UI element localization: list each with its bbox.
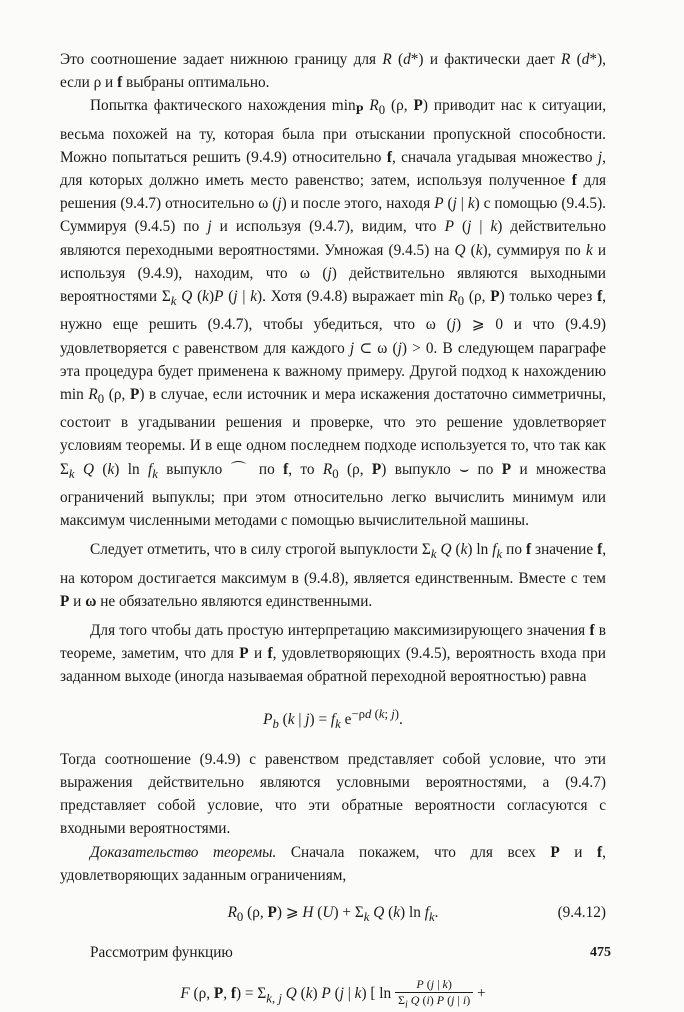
- equation-inverse-probability: $P_b$ (k | $j) = f_k$ $e^{-\rho d (k; j)}$.: [263, 706, 403, 731]
- paragraph-4: Для того чтобы дать простую интерпретацию максимизирующего значения f в теореме, заметим, что для P и f, удовлетворяющих (9.4.5), вероятность входа при заданном выходе (иногда называемая обратной переходной вероятностью) равна: [60, 621, 606, 686]
- page-body: [60, 48, 606, 1012]
- paragraph-3: Следует отметить, что в силу строгой выпуклости $\Sigma_k$ Q (k) $\ln f_k$ по f значение f, на котором достигается максимум в (9.4.8), является единственным. Вместе с тем P и ω не обязательно являются единственными.: [60, 541, 607, 610]
- paragraph-6: Доказательство теоремы. Сначала покажем, что для всех P и f, удовлетворяющих заданным ограничениям,: [60, 843, 606, 884]
- page-number: 475: [590, 945, 611, 960]
- equation-function-F: F (ρ, P, $f) = \Sigma_{k, j}$ Q (k) P (j | k) [ ln $\frac{P (j | k)}{\Sigma_i Q (i) P (j | i)}$ +: [180, 976, 486, 1010]
- fraction: $\frac{P (j | k)}{\Sigma_i Q (i) P (j | i)}$: [395, 977, 473, 1012]
- equation-number: (9.4.12): [557, 904, 606, 922]
- equation-9-4-12-body: $R_0$ (ρ, P) ⩾ H $(U) + \Sigma_k$ Q (k) $\ln f_k$.: [227, 904, 439, 925]
- paragraph-1: Это соотношение задает нижнюю границу для R (d*) и фактически дает R (d*), если ρ и f выбраны оптимально.: [60, 51, 606, 92]
- paragraph-7: Рассмотрим функцию: [90, 944, 233, 962]
- paragraph-2: Попытка фактического нахождения $\min_P R_0$ (ρ, P) приводит нас к ситуации, весьма похожей на ту, которая была при отыскании пропускной способности. Можно попытаться решить (9.4.9) относительно f, сначала угадывая множество j, для которых должно иметь место равенство; затем, используя полученное f для решения (9.4.7) относительно ω (j) и после этого, находя P (j | k) с помощью (9.4.5). Суммируя (9.4.5) по j и используя (9.4.7), видим, что P (j | k) действительно являются переходными вероятностями. Умножая (9.4.5) на Q (k), суммируя по k и используя (9.4.9), находим, что ω (j) действительно являются выходными вероятностями $\Sigma_k$ Q (k)P (j | k). Хотя (9.4.8) выражает $\min R_0$ (ρ, P) только через f, нужно еще решить (9.4.7), чтобы убедиться, что ω (j) ⩾ 0 и что (9.4.9) удовлетворяется с равенством для каждого j ⊂ ω (j) > 0. В следующем параграфе эта процедура будет применена к важному примеру. Другой подход к нахождению $\min R_0$ (ρ, P) в случае, если источник и мера искажения достаточно симметричны, состоит в угадывании решения и проверке, что это решение удовлетворяет условиям теоремы. И в еще одном последнем подходе используется то, что так как $\Sigma_k$ Q (k) $\ln f_k$ выпукло ⌒ по f, то $R_0$ (ρ, P) выпукло ⌣ по P и множества ограничений выпуклы; при этом относительно легко вычислить минимум или максимум численными методами с помощью вычислительной машины.: [60, 97, 607, 530]
- equation-9-4-12: [60, 901, 606, 929]
- paragraph-5: Тогда соотношение (9.4.9) с равенством представляет собой условие, что эти выражения действительно являются условными вероятностями, а (9.4.7) представляет собой условие, что эти обратные вероятности согласуются с входными вероятностями.: [60, 750, 606, 838]
